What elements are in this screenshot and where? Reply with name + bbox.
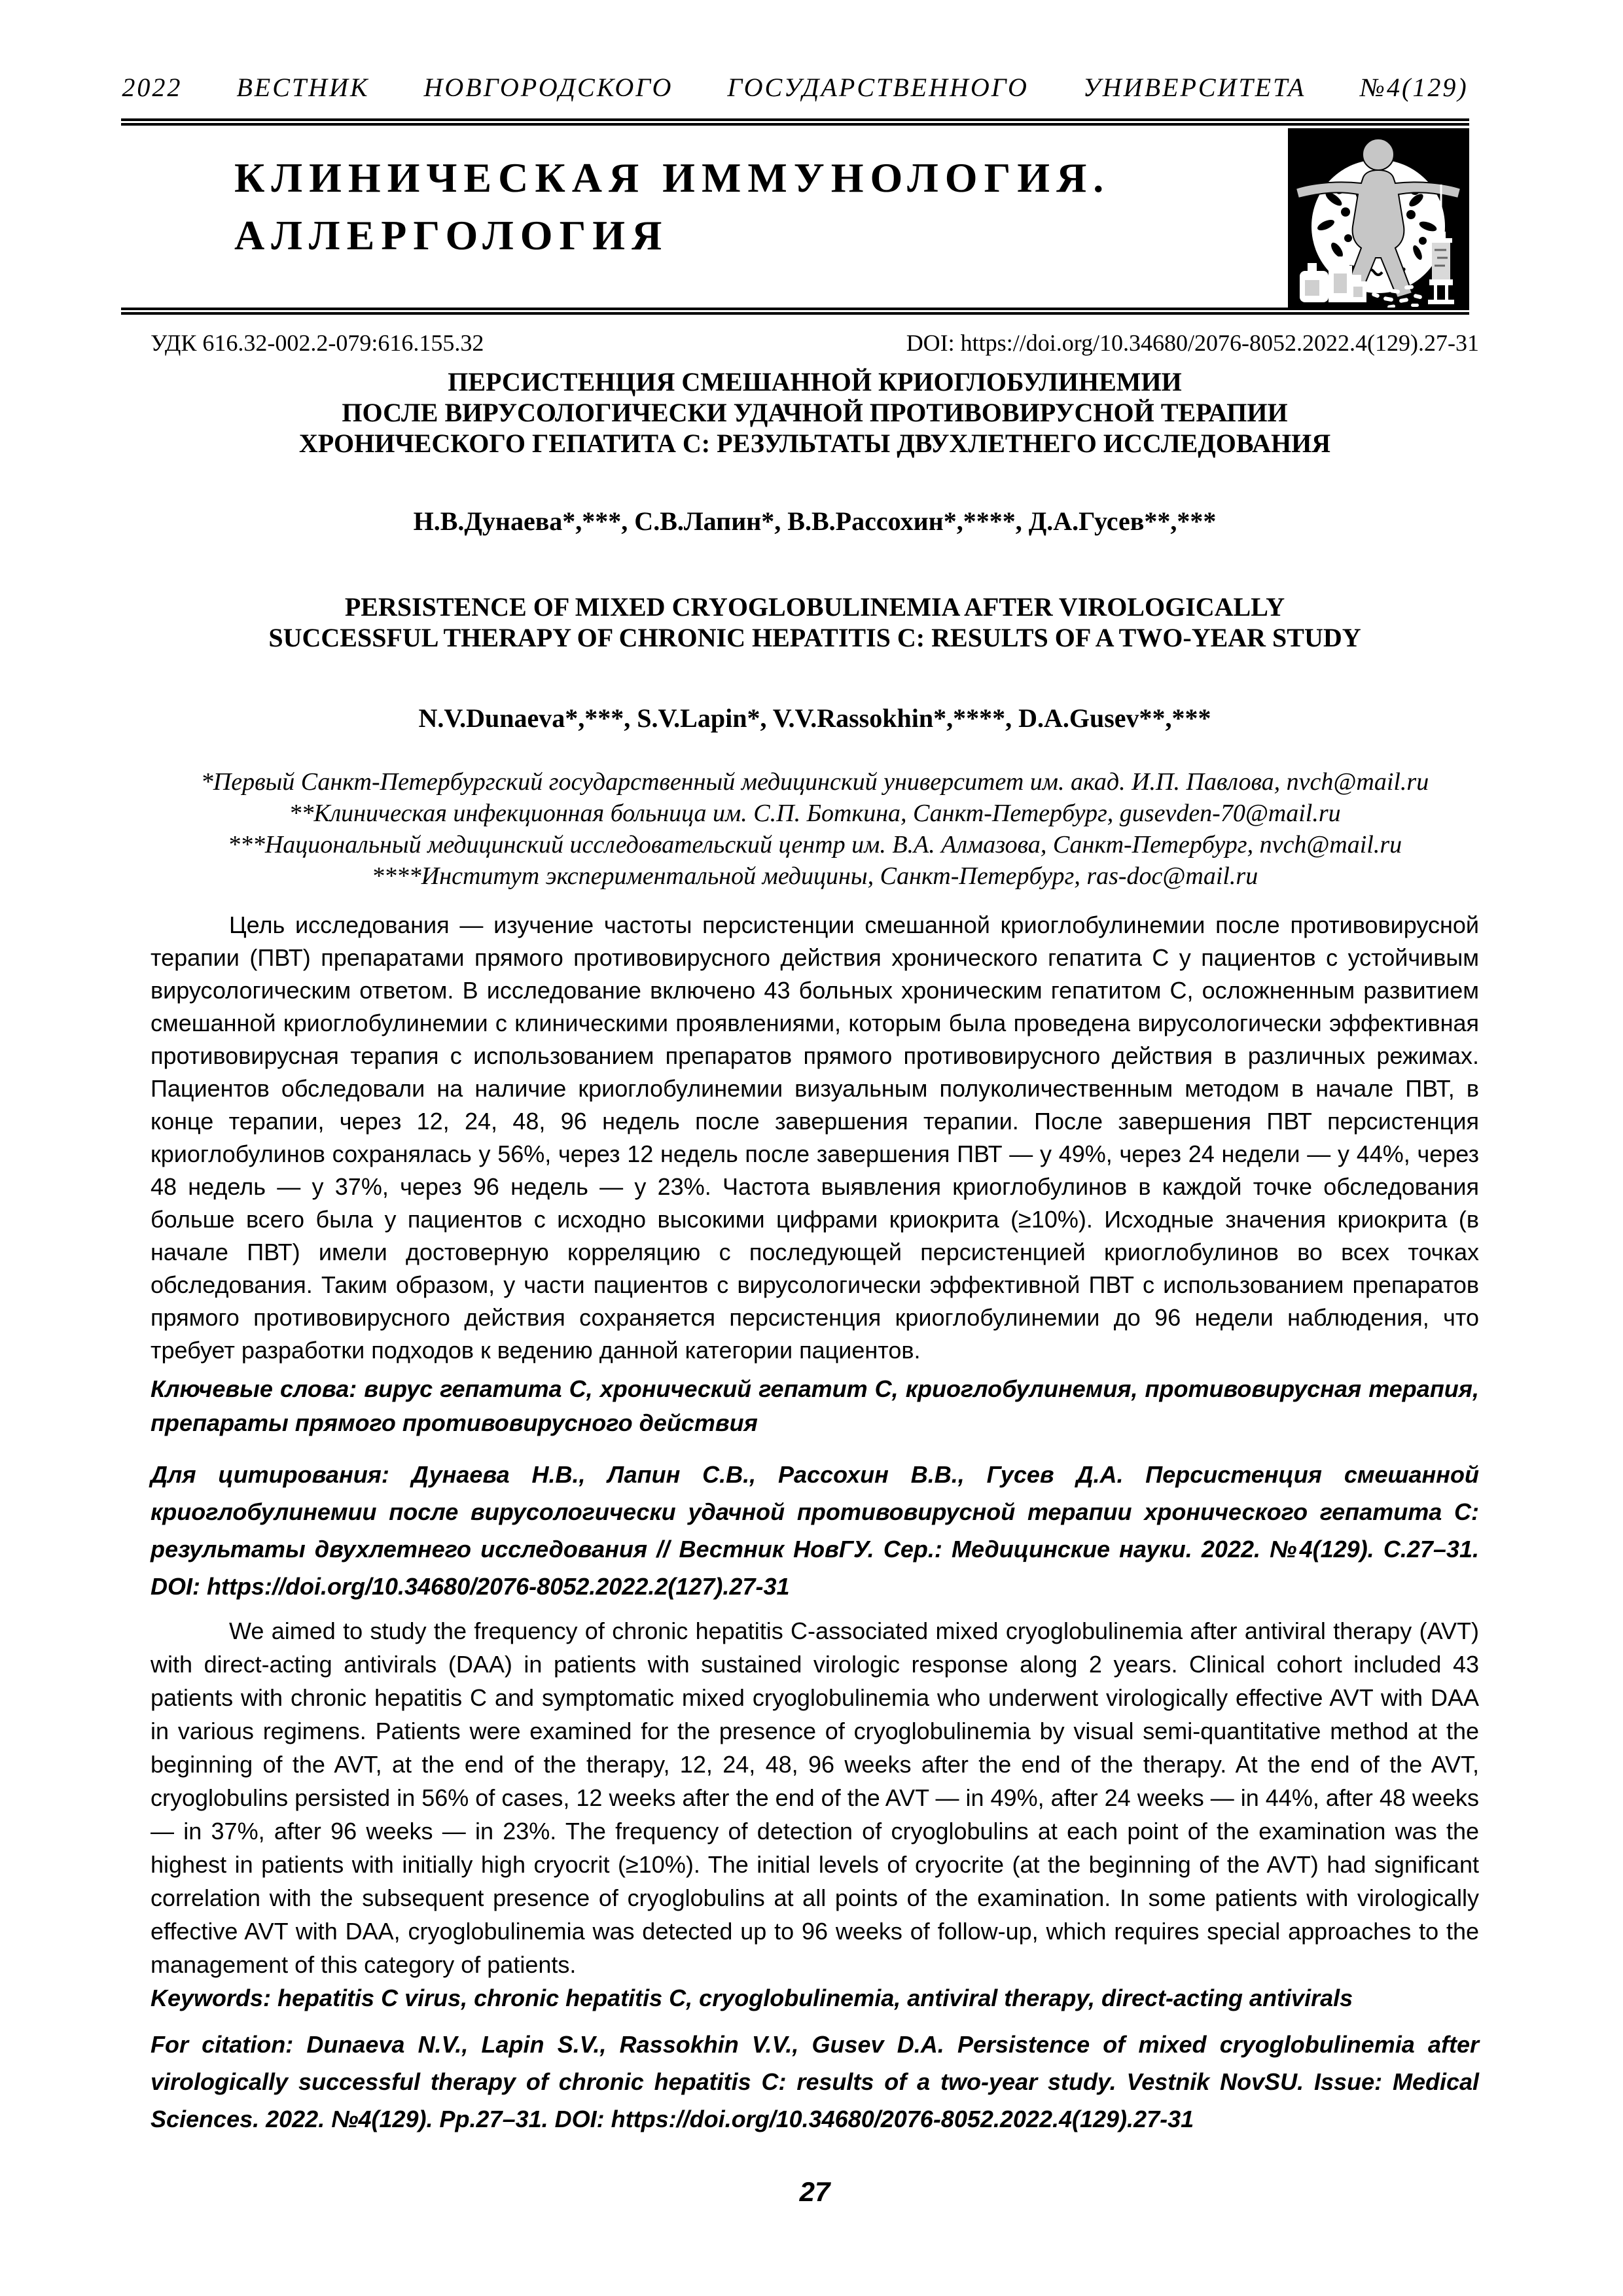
article-title-en-line1: PERSISTENCE OF MIXED CRYOGLOBULINEMIA AFTER VIROLOGICALLY	[344, 592, 1285, 622]
immunology-emblem-icon	[1288, 128, 1469, 308]
udc-code: УДК 616.32-002.2-079:616.155.32	[151, 330, 484, 356]
citation-en: For citation: Dunaeva N.V., Lapin S.V., Rassokhin V.V., Gusev D.A. Persistence of mixed cryoglobulinemia after virologically successful therapy of chronic hepatitis C: results of a two-year study. Vestnik NovSU. Issue: Medical Sciences. 2022. №4(129). Pp.27–31. DOI: https://doi.org/10.34680/2076-8052.2022.4(129).27-31	[151, 2031, 1479, 2132]
article-title-ru-line2: ПОСЛЕ ВИРУСОЛОГИЧЕСКИ УДАЧНОЙ ПРОТИВОВИРУСНОЙ ТЕРАПИИ	[342, 398, 1288, 427]
abstract-en: We aimed to study the frequency of chronic hepatitis C-associated mixed cryoglobulinemia after antiviral therapy (AVT) with direct-acting antivirals (DAA) in patients with sustained virologic response along 2 years. Clinical cohort included 43 patients with chronic hepatitis C and symptomatic mixed cryoglobulinemia who underwent virologically effective AVT with DAA in various regimens. Patients were examined for the presence of cryoglobulinemia by visual semi-quantitative method at the beginning of the AVT, at the end of the therapy, 12, 24, 48, 96 weeks after the end of the therapy. At the end of the AVT, cryoglobulins persisted in 56% of cases, 12 weeks after the end of the AVT — in 49%, after 24 weeks — in 44%, after 48 weeks — in 37%, after 96 weeks — in 23%. The frequency of detection of cryoglobulins at each point of the examination was the highest in patients with initially high cryocrit (≥10%). The initial levels of cryocrite (at the beginning of the AVT) had significant correlation with the subsequent presence of cryoglobulins at all points of the examination. In some patients with virologically effective AVT with DAA, cryoglobulinemia was detected up to 96 weeks of follow-up, which requires special approaches to the management of this category of patients.	[151, 1617, 1479, 1978]
keywords-en: Keywords: hepatitis C virus, chronic hepatitis C, cryoglobulinemia, antiviral therapy, direct-acting antivirals	[151, 1985, 1353, 2011]
section-title	[234, 149, 1110, 264]
article-title-en-line2: SUCCESSFUL THERAPY OF CHRONIC HEPATITIS C: RESULTS OF A TWO-YEAR STUDY	[268, 623, 1361, 652]
journal-logo	[1288, 128, 1469, 308]
article-title-ru	[151, 366, 1479, 459]
page-number: 27	[799, 2176, 830, 2207]
affiliation-3: ***Национальный медицинский исследовательский центр им. В.А. Алмазова, Санкт-Петербург, nvch@mail.ru	[227, 831, 1402, 858]
authors-ru: Н.В.Дунаева*,***, С.В.Лапин*, В.В.Рассохин*,****, Д.А.Гусев**,***	[413, 506, 1217, 536]
meta-row	[151, 329, 1479, 357]
affiliation-1: *Первый Санкт-Петербургский государственный медицинский университет им. акад. И.П. Павлова, nvch@mail.ru	[200, 768, 1429, 796]
article-title-en	[151, 592, 1479, 653]
journal-header-line: 2022 ВЕСТНИК НОВГОРОДСКОГО ГОСУДАРСТВЕННОГО УНИВЕРСИТЕТА №4(129)	[122, 73, 1469, 102]
affiliations-list	[151, 766, 1479, 892]
keywords-ru: Ключевые слова: вирус гепатита С, хронический гепатит С, криоглобулинемия, противовирусная терапия, препараты прямого противовирусного действия	[151, 1375, 1479, 1436]
article-title-ru-line3: ХРОНИЧЕСКОГО ГЕПАТИТА С: РЕЗУЛЬТАТЫ ДВУХЛЕТНЕГО ИССЛЕДОВАНИЯ	[298, 429, 1331, 458]
authors-en: N.V.Dunaeva*,***, S.V.Lapin*, V.V.Rassokhin*,****, D.A.Gusev**,***	[418, 703, 1211, 733]
section-title-line1: КЛИНИЧЕСКАЯ ИММУНОЛОГИЯ.	[234, 154, 1111, 201]
abstract-ru: Цель исследования — изучение частоты персистенции смешанной криоглобулинемии после противовирусной терапии (ПВТ) препаратами прямого противовирусного действия хронического гепатита С у пациентов с устойчивым вирусологическим ответом. В исследование включено 43 больных хроническим гепатитом С, осложненным развитием смешанной криоглобулинемии с клиническими проявлениями, которым была проведена вирусологически эффективная противовирусная терапия с использованием препаратов прямого противовирусного действия в различных режимах. Пациентов обследовали на наличие криоглобулинемии визуальным полуколичественным методом в начале ПВТ, в конце терапии, через 12, 24, 48, 96 недель после завершения терапии. После завершения ПВТ персистенция криоглобулинов сохранялась у 56%, через 12 недель после завершения ПВТ — у 49%, через 24 недели — у 44%, через 48 недель — у 37%, через 96 недель — у 23%. Частота выявления криоглобулинов в каждой точке обследования больше всего была у пациентов с исходно высокими цифрами криокрита (≥10%). Исходные значения криокрита (в начале ПВТ) имели достоверную корреляцию с последующей персистенцией криоглобулинов во всех точках обследования. Таким образом, у части пациентов с вирусологически эффективной ПВТ с использованием препаратов прямого противовирусного действия сохраняется персистенция криоглобулинемии до 96 недели наблюдения, что требует разработки подходов к ведению данной категории пациентов.	[151, 911, 1479, 1364]
affiliation-4: ****Институт экспериментальной медицины, Санкт-Петербург, ras-doc@mail.ru	[371, 862, 1258, 890]
article-title-ru-line1: ПЕРСИСТЕНЦИЯ СМЕШАННОЙ КРИОГЛОБУЛИНЕМИИ	[448, 367, 1182, 397]
section-divider-bottom	[121, 308, 1469, 315]
doi-link[interactable]: DOI: https://doi.org/10.34680/2076-8052.2022.4(129).27-31	[906, 330, 1479, 356]
affiliation-2: **Клиническая инфекционная больница им. С.П. Боткина, Санкт-Петербург, gusevden-70@mail.ru	[289, 800, 1341, 827]
citation-ru: Для цитирования: Дунаева Н.В., Лапин С.В., Рассохин В.В., Гусев Д.А. Персистенция смешанной криоглобулинемии после вирусологически удачной противовирусной терапии хронического гепатита С: результаты двухлетнего исследования // Вестник НовГУ. Сер.: Медицинские науки. 2022. №4(129). С.27–31. DOI: https://doi.org/10.34680/2076-8052.2022.2(127).27-31	[151, 1461, 1479, 1600]
section-title-line2: АЛЛЕРГОЛОГИЯ	[234, 212, 669, 258]
header-divider-top	[121, 118, 1469, 126]
article-content	[151, 366, 1479, 2206]
